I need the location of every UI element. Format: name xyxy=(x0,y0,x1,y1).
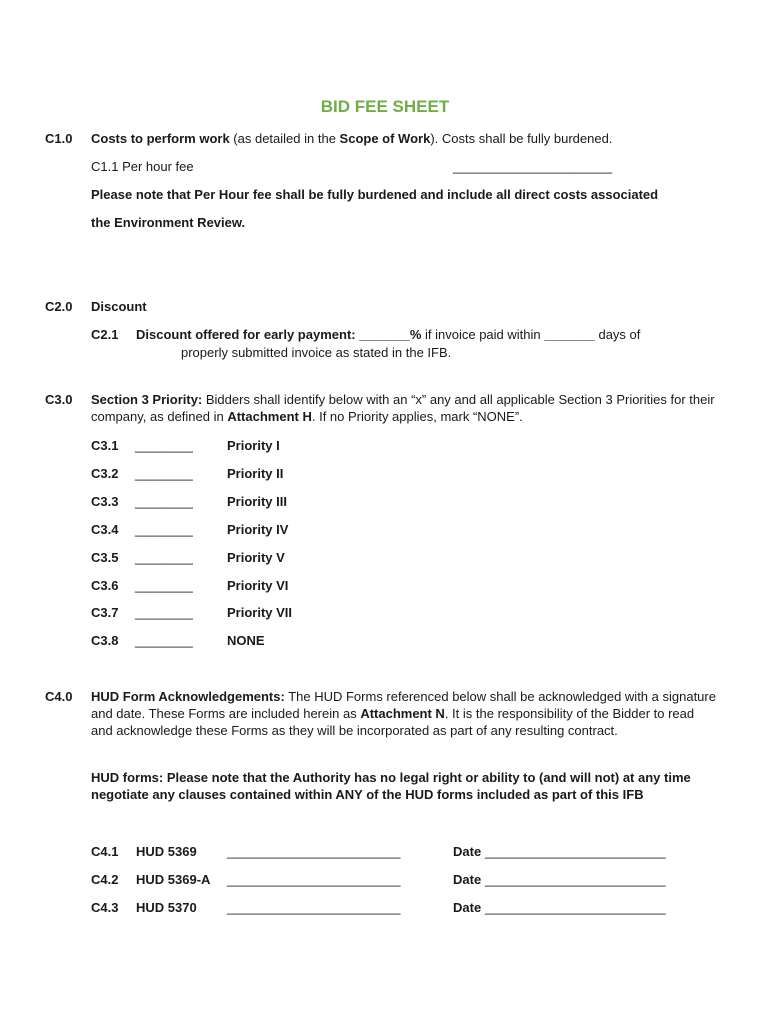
hud-form-number: C4.3 xyxy=(91,900,119,915)
hud-form-date-blank[interactable]: _________________________ xyxy=(484,900,666,915)
hud-form-date-blank[interactable]: _________________________ xyxy=(484,872,666,887)
priority-label: Priority VII xyxy=(227,605,293,620)
hud-form-date: Date _________________________ xyxy=(453,900,666,915)
priority-mark-blank[interactable]: ________ xyxy=(135,494,193,509)
priority-number: C3.6 xyxy=(91,578,119,593)
priority-mark-blank[interactable]: ________ xyxy=(135,466,193,481)
c1-1-fee-blank[interactable]: ______________________ xyxy=(453,159,613,174)
priority-number: C3.2 xyxy=(91,466,119,481)
section-number-c3: C3.0 xyxy=(45,392,73,407)
c2-1-number: C2.1 xyxy=(91,327,119,342)
hud-form-number: C4.2 xyxy=(91,872,119,887)
section-c3-text: Section 3 Priority: Bidders shall identify below with an “x” any and all applicable Section 3 Priorities for their company, as defined in Attachment H. If no Priority applies, mark “NONE”. xyxy=(91,392,715,424)
priority-number: C3.3 xyxy=(91,494,119,509)
priority-label: Priority V xyxy=(227,550,285,565)
priority-label: Priority I xyxy=(227,438,280,453)
priority-mark-blank[interactable]: ________ xyxy=(135,522,193,537)
priority-label: Priority II xyxy=(227,466,284,481)
priority-mark-blank[interactable]: ________ xyxy=(135,438,193,453)
priority-mark-blank[interactable]: ________ xyxy=(135,550,193,565)
section-c2-heading: Discount xyxy=(91,299,147,314)
priority-label: Priority VI xyxy=(227,578,289,593)
priority-number: C3.1 xyxy=(91,438,119,453)
hud-form-date-blank[interactable]: _________________________ xyxy=(484,844,666,859)
priority-number: C3.5 xyxy=(91,550,119,565)
page-title: BID FEE SHEET xyxy=(320,97,450,116)
hud-form-signature-blank[interactable]: ________________________ xyxy=(227,900,401,915)
priority-number: C3.7 xyxy=(91,605,119,620)
priority-mark-blank[interactable]: ________ xyxy=(135,633,193,648)
section-number-c2: C2.0 xyxy=(45,299,73,314)
c2-1-text: Discount offered for early payment: _______% if invoice paid within _______ days of xyxy=(136,327,641,342)
c2-1-text-line-2: properly submitted invoice as stated in the IFB. xyxy=(181,345,452,360)
priority-mark-blank[interactable]: ________ xyxy=(135,578,193,593)
c2-1-days-blank[interactable]: _______ xyxy=(544,327,595,342)
section-number-c1: C1.0 xyxy=(45,131,73,146)
hud-form-signature-blank[interactable]: ________________________ xyxy=(227,844,401,859)
hud-form-date: Date _________________________ xyxy=(453,844,666,859)
c1-note-line-2: the Environment Review. xyxy=(91,215,246,230)
hud-form-name: HUD 5370 xyxy=(136,900,197,915)
section-c1-text: Costs to perform work (as detailed in the Scope of Work). Costs shall be fully burdened. xyxy=(91,131,613,146)
c1-1-label: C1.1 Per hour fee xyxy=(91,159,194,174)
priority-number: C3.8 xyxy=(91,633,119,648)
section-c4-text: HUD Form Acknowledgements: The HUD Forms referenced below shall be acknowledged with a signature and date. These Forms are included herein as Attachment N. It is the responsibility of the Bidder to read and acknowledge these Forms as they will be incorporated as part of any resulting contract. xyxy=(91,689,716,738)
section-number-c4: C4.0 xyxy=(45,689,73,704)
priority-number: C3.4 xyxy=(91,522,119,537)
priority-mark-blank[interactable]: ________ xyxy=(135,605,193,620)
c4-hud-note: HUD forms: Please note that the Authority has no legal right or ability to (and will not) at any time negotiate any clauses contained within ANY of the HUD forms included as part of this IFB xyxy=(91,770,691,802)
hud-form-name: HUD 5369 xyxy=(136,844,197,859)
hud-form-signature-blank[interactable]: ________________________ xyxy=(227,872,401,887)
hud-form-name: HUD 5369-A xyxy=(136,872,211,887)
priority-label: NONE xyxy=(227,633,265,648)
priority-label: Priority III xyxy=(227,494,287,509)
priority-label: Priority IV xyxy=(227,522,289,537)
hud-form-number: C4.1 xyxy=(91,844,119,859)
c1-note-line-1: Please note that Per Hour fee shall be fully burdened and include all direct costs associated xyxy=(91,187,659,202)
hud-form-date: Date _________________________ xyxy=(453,872,666,887)
